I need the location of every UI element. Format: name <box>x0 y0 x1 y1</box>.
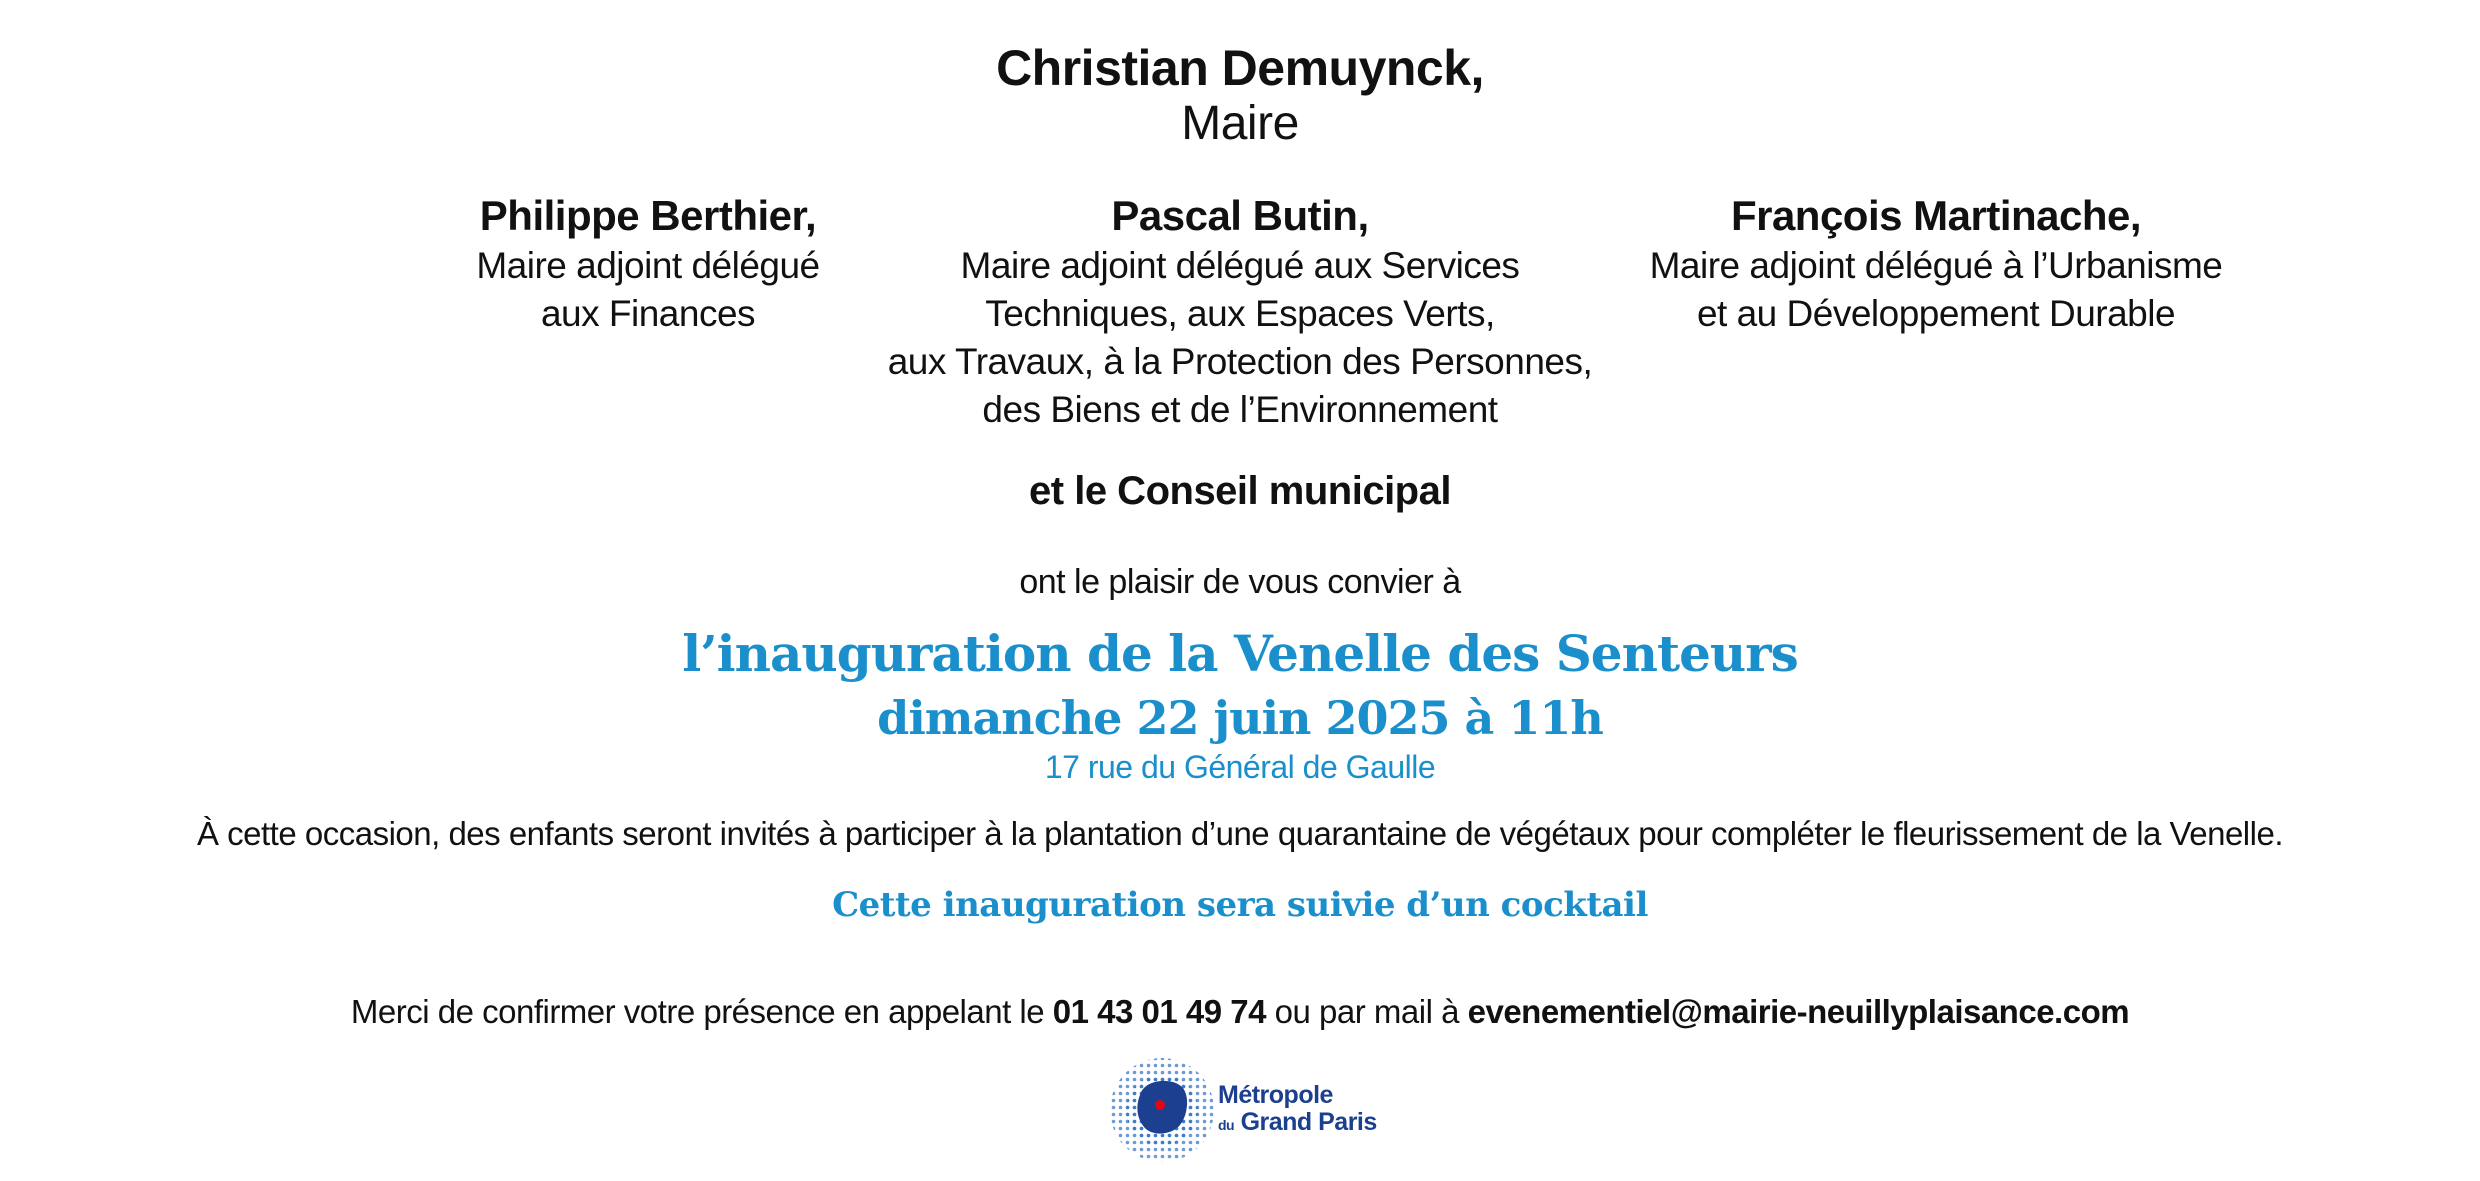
rsvp-middle: ou par mail à <box>1274 993 1459 1030</box>
rsvp-line <box>0 990 2480 1034</box>
deputy-role-line: Maire adjoint délégué <box>476 245 820 286</box>
deputy-role-line: des Biens et de l’Environnement <box>982 389 1498 430</box>
rsvp-prefix: Merci de confirmer votre présence en appelant le <box>350 993 1045 1030</box>
event-date: dimanche 22 juin 2025 à 11h <box>877 691 1603 745</box>
rsvp-email[interactable]: evenementiel@mairie-neuillyplaisance.com <box>1467 993 2130 1030</box>
logo-line-2-small: du <box>1218 1117 1235 1133</box>
occasion-text: À cette occasion, des enfants seront invités à participer à la plantation d’une quarantaine de végétaux pour compléter le fleurissement de la Venelle. <box>196 815 2283 852</box>
event-address: 17 rue du Général de Gaulle <box>1044 749 1436 785</box>
deputy-martinache <box>1556 190 2316 338</box>
municipal-council: et le Conseil municipal <box>1029 469 1451 513</box>
event-title: l’inauguration de la Venelle des Senteurs <box>682 624 1798 683</box>
deputy-role-line: aux Finances <box>540 293 756 334</box>
deputy-butin <box>860 190 1620 434</box>
logo-text <box>1218 1082 1377 1136</box>
deputy-role-line: Techniques, aux Espaces Verts, <box>985 293 1495 334</box>
logo-line-2 <box>1218 1109 1377 1136</box>
mayor-name: Christian Demuynck, <box>996 40 1484 96</box>
invitation-intro: ont le plaisir de vous convier à <box>1019 563 1461 601</box>
logo-line-3: Grand Paris <box>1240 1108 1377 1136</box>
mayor-title: Maire <box>1181 97 1299 150</box>
deputy-role-line: Maire adjoint délégué aux Services <box>960 245 1520 286</box>
deputy-role-line: Maire adjoint délégué à l’Urbanisme <box>1649 245 2223 286</box>
deputy-role-line: et au Développement Durable <box>1696 293 2176 334</box>
deputy-name: François Martinache, <box>1730 192 2142 239</box>
logo-line-1: Métropole <box>1218 1081 1333 1109</box>
deputy-role-line: aux Travaux, à la Protection des Personnes, <box>887 341 1593 382</box>
cocktail-notice: Cette inauguration sera suivie d’un cocktail <box>832 885 1648 925</box>
deputy-name: Philippe Berthier, <box>479 192 817 239</box>
rsvp-phone[interactable]: 01 43 01 49 74 <box>1052 993 1266 1030</box>
deputy-name: Pascal Butin, <box>1111 192 1369 239</box>
